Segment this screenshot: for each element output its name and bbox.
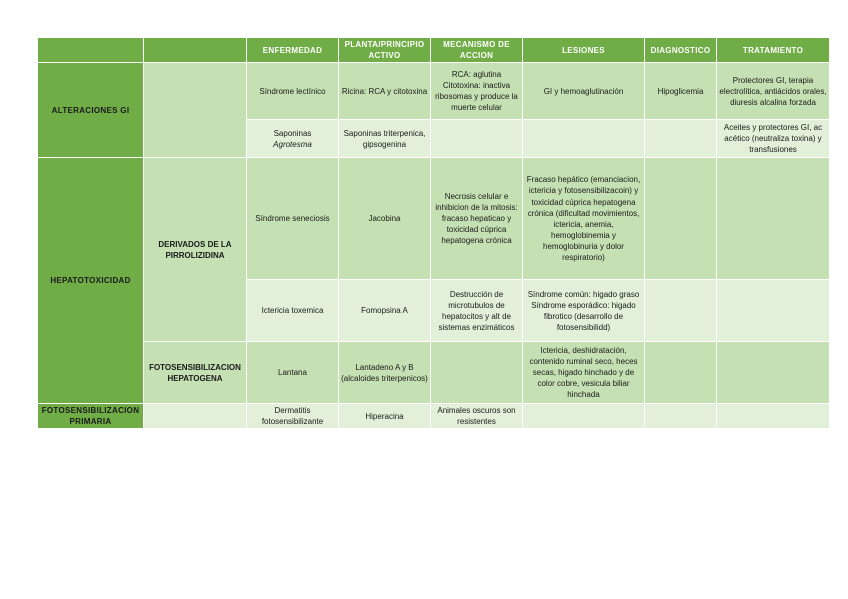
cell-diagnostico	[645, 280, 717, 342]
lesiones-esporadico: Síndrome esporádico: higado fibrotico (desarrollo de fotosensibilidd)	[531, 300, 636, 332]
cell-lesiones	[523, 120, 645, 158]
table-row	[38, 404, 830, 429]
cell-tratamiento	[717, 158, 830, 280]
cell-planta: Hiperacina	[339, 404, 431, 429]
cell-tratamiento: Protectores GI, terapia electrolítica, antiácidos orales, diuresis alcalina forzada	[717, 63, 830, 120]
header-row	[38, 38, 830, 63]
header-enfermedad: ENFERMEDAD	[247, 38, 339, 63]
cell-mecanismo: Animales oscuros son resistentes	[431, 404, 523, 429]
cell-mecanismo: Destrucción de microtubulos de hepatocitos y alt de sistemas enzimáticos	[431, 280, 523, 342]
header-tratamiento: TRATAMIENTO	[717, 38, 830, 63]
cell-lesiones	[523, 280, 645, 342]
cell-mecanismo: RCA: aglutina Citotoxina: inactiva ribosomas y produce la muerte celular	[431, 63, 523, 120]
cell-enfermedad: Síndrome seneciosis	[247, 158, 339, 280]
enfermedad-name: Saponinas	[273, 128, 312, 138]
header-lesiones: LESIONES	[523, 38, 645, 63]
table-row	[38, 63, 830, 120]
cell-enfermedad: Síndrome lectínico	[247, 63, 339, 120]
header-category	[38, 38, 144, 63]
cell-diagnostico: Hipoglicemia	[645, 63, 717, 120]
cell-lesiones	[523, 404, 645, 429]
cell-tratamiento: Aceites y protectores GI, ac acético (neutraliza toxina) y transfusiones	[717, 120, 830, 158]
cell-enfermedad: Ictericia toxemica	[247, 280, 339, 342]
subgroup-fotosensibilizacion-hepatogena: FOTOSENSIBILIZACION HEPATOGENA	[144, 342, 247, 404]
group-fotosensibilizacion-primaria: FOTOSENSIBILIZACION PRIMARIA	[38, 404, 144, 429]
cell-lesiones: Fracaso hepático (emanciacion, ictericia y fotosensibilizacoin) y toxicidad cúprica hepatogena crónica (dificultad movimientos, ictericia, anemia, hemoglobinemia y hemoglobinuria y dolor respiratorio)	[523, 158, 645, 280]
header-mecanismo: MECANISMO DE ACCION	[431, 38, 523, 63]
cell-mecanismo: Necrosis celular e inhibicion de la mitosis: fracaso hepaticao y toxicidad cúprica hepatogena crónica	[431, 158, 523, 280]
cell-planta: Fomopsina A	[339, 280, 431, 342]
enfermedad-plant: Agrotesma	[273, 139, 312, 149]
cell-tratamiento	[717, 404, 830, 429]
cell-diagnostico	[645, 158, 717, 280]
subgroup-empty	[144, 63, 247, 158]
cell-planta: Ricina: RCA y citotoxina	[339, 63, 431, 120]
cell-enfermedad	[247, 120, 339, 158]
header-subcategory	[144, 38, 247, 63]
cell-enfermedad: Dermatitis fotosensibilizante	[247, 404, 339, 429]
cell-tratamiento	[717, 280, 830, 342]
cell-mecanismo	[431, 342, 523, 404]
cell-lesiones: GI y hemoaglutinación	[523, 63, 645, 120]
header-diagnostico: DIAGNOSTICO	[645, 38, 717, 63]
cell-diagnostico	[645, 342, 717, 404]
cell-planta: Lantadeno A y B (alcaloides triterpenicos)	[339, 342, 431, 404]
cell-planta: Jacobina	[339, 158, 431, 280]
cell-lesiones: Ictericia, deshidratación, contenido ruminal seco, heces secas, higado hinchado y de color cobre, vesicula biliar hinchada	[523, 342, 645, 404]
cell-tratamiento	[717, 342, 830, 404]
toxicology-table	[37, 37, 830, 429]
table-row	[38, 158, 830, 280]
cell-planta: Saponinas triterpenica, gipsogenina	[339, 120, 431, 158]
lesiones-comun: Síndrome común: higado graso	[527, 289, 640, 299]
group-alteraciones-gi: ALTERACIONES GI	[38, 63, 144, 158]
table-row	[38, 342, 830, 404]
subgroup-empty	[144, 404, 247, 429]
cell-enfermedad: Lantana	[247, 342, 339, 404]
cell-mecanismo	[431, 120, 523, 158]
cell-diagnostico	[645, 120, 717, 158]
header-planta: PLANTA/PRINCIPIO ACTIVO	[339, 38, 431, 63]
group-hepatotoxicidad: HEPATOTOXICIDAD	[38, 158, 144, 404]
cell-diagnostico	[645, 404, 717, 429]
subgroup-derivados-pirrolizidina: DERIVADOS DE LA PIRROLIZIDINA	[144, 158, 247, 342]
